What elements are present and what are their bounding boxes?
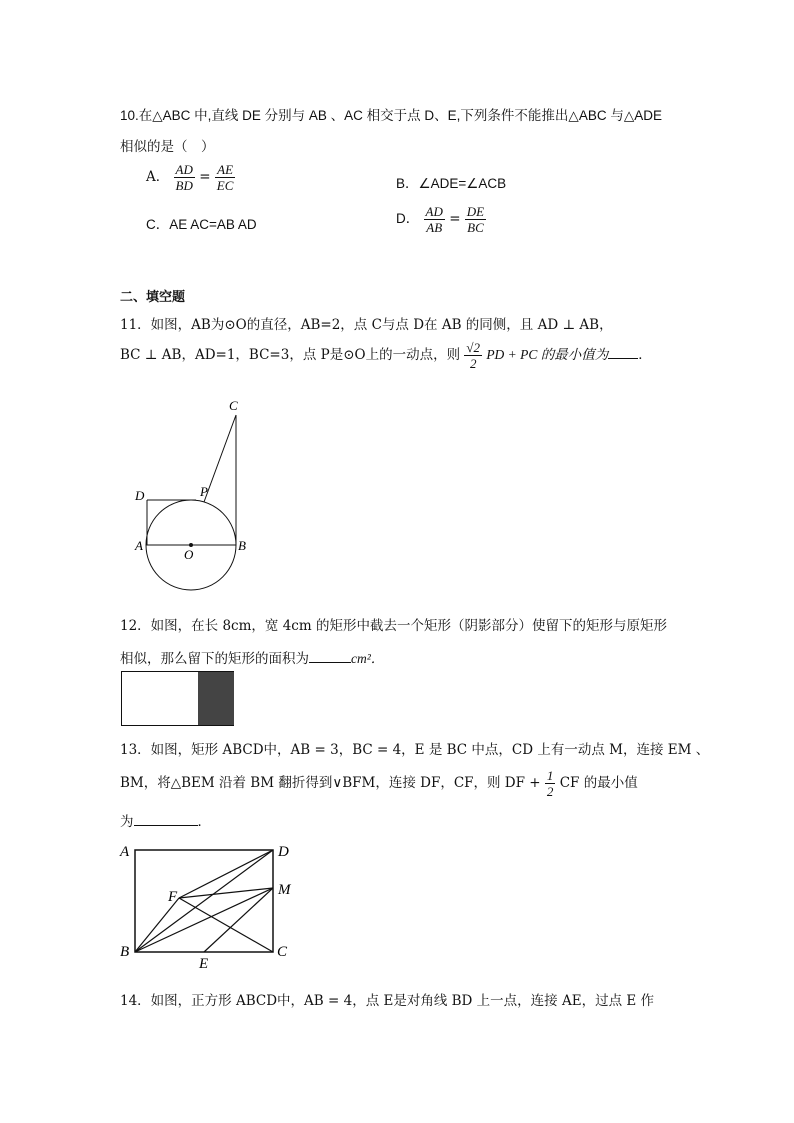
q10-option-a-frac1: $\frac{AD}{BD}$ (175, 162, 193, 193)
q13-line3: 为 ． (120, 814, 211, 830)
q13-segment-bd (135, 850, 273, 952)
q10-option-d-frac2: $\frac{DE}{BC}$ (466, 204, 485, 235)
q13-half: $\frac{1}{2}$ (546, 768, 554, 799)
q13-label-f: F (168, 889, 178, 905)
q10-option-d: D． $\frac{AD}{AB}$ = $\frac{DE}{BC}$ (396, 204, 485, 235)
q10-option-a: A． $\frac{AD}{BD}$ = $\frac{AE}{EC}$ (146, 162, 234, 193)
q10-stem-line2: 相似的是（ ） (120, 139, 215, 154)
q12-rectangle (121, 671, 234, 726)
q13-label-e: E (199, 956, 209, 972)
q13-line1: 13．如图，矩形 ABCD中，AB = 3，BC = 4，E 是 BC 中点，CD 上有一动点 M，连接 EM 、 (120, 742, 710, 758)
q11-line2: BC ⊥ AB，AD=1，BC=3，点 P是⊙O上的一动点，则 $\frac{√2}{2}$ PD + PC 的最小值为 ． (120, 340, 652, 371)
q10-option-d-label: D． (396, 211, 420, 226)
q11-label-o: O (184, 547, 194, 562)
q12-shaded-rectangle (198, 672, 234, 725)
q10-option-c: C．AE AC=AB AD (146, 217, 257, 232)
q12-answer-blank (309, 662, 351, 663)
section-title: 二、填空题 (120, 289, 186, 304)
q11-line1: 11．如图，AB为⊙O的直径，AB=2，点 C与点 D在 AB 的同侧，且 AD ⊥ AB， (120, 317, 613, 333)
q11-label-c: C (229, 398, 238, 413)
q12-line1: 12．如图，在长 8cm，宽 4cm 的矩形中截去一个矩形（阴影部分）使留下的矩形与原矩形 (120, 618, 667, 634)
q13-figure (115, 838, 305, 973)
q13-answer-blank (134, 825, 198, 826)
q13-label-a: A (120, 844, 130, 860)
q11-label-a: A (135, 538, 143, 553)
q13-segment-bm (135, 888, 273, 952)
q14-line1: 14．如图，正方形 ABCD中，AB = 4，点 E是对角线 BD 上一点，连接 AE，过点 E 作 (120, 993, 655, 1009)
q13-label-c: C (277, 944, 288, 960)
q11-segment-pc (204, 415, 236, 502)
q12-line2: 相似，那么留下的矩形的面积为 cm²． (120, 651, 385, 667)
q11-label-p: P (200, 484, 208, 499)
q11-sqrt2-over-2: $\frac{√2}{2}$ (466, 340, 481, 371)
q13-segment-fm (179, 888, 273, 898)
q11-label-b: B (238, 538, 246, 553)
q13-label-b: B (120, 944, 130, 960)
q13-line2: BM，将△BEM 沿着 BM 翻折得到∨BFM，连接 DF，CF，则 DF + $\frac{1}{2}$ CF 的最小值 (120, 768, 638, 799)
q13-segment-fd (179, 850, 273, 898)
q10-option-b: B．∠ADE=∠ACB (396, 176, 507, 191)
q11-figure (126, 395, 266, 595)
q10-option-d-frac1: $\frac{AD}{AB}$ (425, 204, 443, 235)
q10-option-a-frac2: $\frac{AE}{EC}$ (216, 162, 234, 193)
q11-label-d: D (135, 488, 145, 503)
q10-option-a-label: A． (146, 169, 170, 185)
q11-answer-blank (608, 358, 638, 359)
q13-segment-em (204, 888, 273, 952)
q13-label-d: D (278, 844, 289, 860)
q10-stem-line1: 10.在△ABC 中,直线 DE 分别与 AB 、AC 相交于点 D、E,下列条件不能推出△ABC 与△ADE (120, 108, 662, 123)
q13-label-m: M (278, 882, 291, 898)
